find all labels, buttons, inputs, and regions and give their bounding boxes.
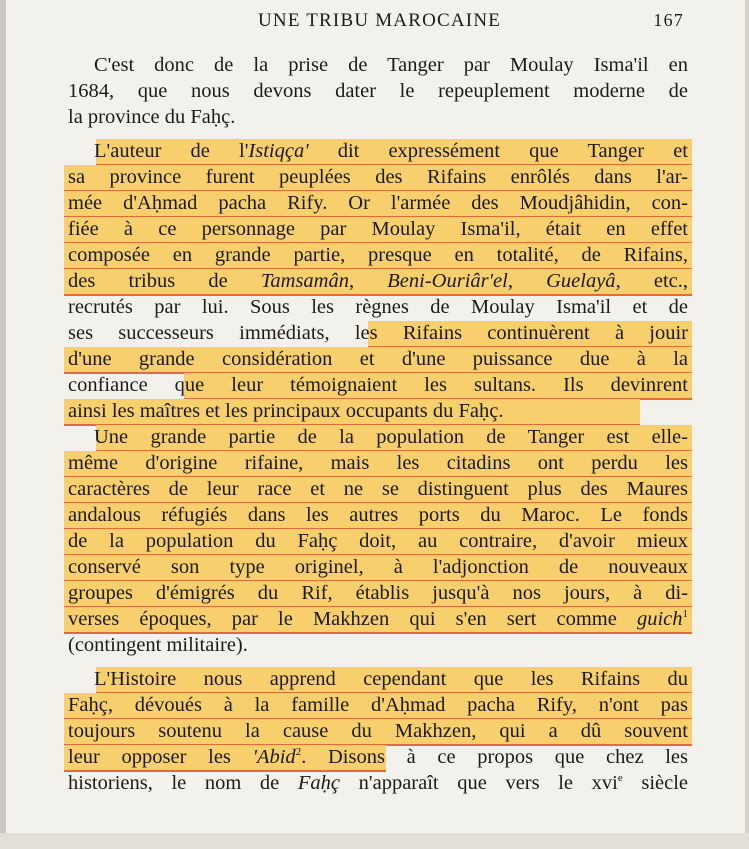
text-line: mée d'Aḥmad pacha Rify. Or l'armée des Moudjâhidin, con- bbox=[68, 190, 688, 216]
text-line: conservé son type originel, à l'adjonction de nouveaux bbox=[68, 554, 688, 580]
text-line: toujours soutenu la cause du Makhzen, qui a dû souvent bbox=[68, 718, 688, 744]
text-line: sa province furent peuplées des Rifains enrôlés dans l'ar- bbox=[68, 164, 688, 190]
page-left-edge bbox=[0, 0, 6, 849]
text-line bbox=[68, 770, 688, 796]
body-text bbox=[68, 52, 688, 796]
line-with-guich: verses époques, par le Makhzen qui s'en sert comme guich$^1$ bbox=[68, 608, 688, 630]
line-with-abid: leur opposer les 'Abid$^2$. Disons à ce propos que chez les bbox=[68, 746, 689, 768]
text-line: L'auteur de l'Istiqça' dit expressément que Tanger et bbox=[68, 138, 688, 164]
text-line: de la population du Faḥç doit, au contraire, d'avoir mieux bbox=[68, 528, 688, 554]
text-line: composée en grande partie, presque en totalité, de Rifains, bbox=[68, 242, 688, 268]
text-line: caractères de leur race et ne se distinguent plus des Maures bbox=[68, 476, 688, 502]
text-line: la province du Faḥç. bbox=[68, 106, 236, 128]
text-line: andalous réfugiés dans les autres ports du Maroc. Le fonds bbox=[68, 502, 688, 528]
text-line: Une grande partie de la population de Tanger est elle- bbox=[68, 424, 688, 450]
page-bottom-edge bbox=[0, 833, 749, 849]
text-line: recrutés par lui. Sous les règnes de Moulay Isma'il et de bbox=[68, 296, 688, 318]
text-line bbox=[68, 744, 688, 770]
text-line: d'une grande considération et d'une puissance due à la bbox=[68, 346, 688, 372]
footnote-mark: 2 bbox=[295, 746, 302, 758]
line-with-century: historiens, le nom de Faḥç n'apparaît que vers le xvi$^e$ siècle bbox=[68, 772, 689, 794]
text-line: 1684, que nous devons dater le repeuplement moderne de bbox=[68, 80, 688, 102]
page-header bbox=[258, 8, 684, 38]
text-line: L'Histoire nous apprend cependant que les Rifains du bbox=[68, 666, 688, 692]
line-with-tribe-names: des tribus de Tamsamân, Beni-Ouriâr'el, Guelayâ, etc., bbox=[68, 270, 688, 292]
page-right-edge bbox=[745, 0, 749, 849]
text-line: C'est donc de la prise de Tanger par Moulay Isma'il en bbox=[94, 54, 688, 76]
text-line: confiance que leur témoignaient les sultans. Ils devinrent bbox=[68, 372, 688, 398]
page-number: 167 bbox=[653, 10, 684, 30]
text-line: ses successeurs immédiats, les Rifains continuèrent à jouir bbox=[68, 320, 688, 346]
text-line bbox=[68, 606, 688, 632]
text-line: Faḥç, dévoués à la famille d'Aḥmad pacha Rify, n'ont pas bbox=[68, 692, 688, 718]
footnote-mark: 1 bbox=[682, 608, 688, 620]
running-title: UNE TRIBU MAROCAINE bbox=[258, 10, 502, 31]
text-line: (contingent militaire). bbox=[68, 634, 248, 656]
text-line: fiée à ce personnage par Moulay Isma'il, était en effet bbox=[68, 216, 688, 242]
text-line: ainsi les maîtres et les principaux occupants du Faḥç. bbox=[68, 398, 688, 424]
text-line bbox=[68, 268, 688, 294]
text-line: groupes d'émigrés du Rif, établis jusqu'à nos jours, à di- bbox=[68, 580, 688, 606]
text-line: même d'origine rifaine, mais les citadins ont perdu les bbox=[68, 450, 688, 476]
